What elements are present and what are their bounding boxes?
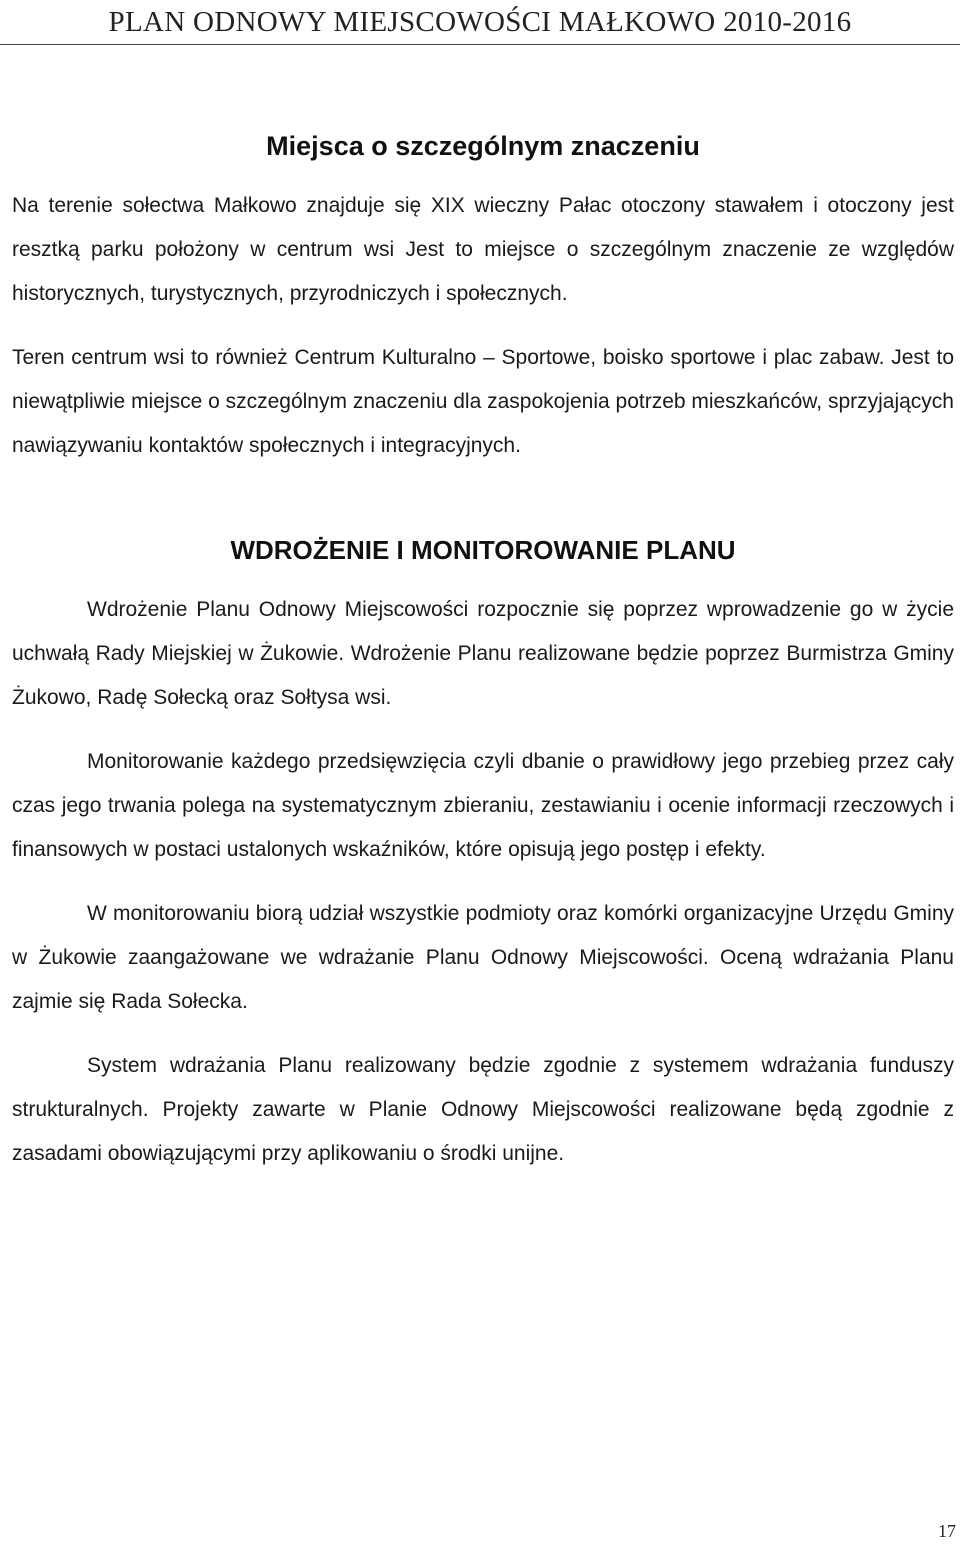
- spacer: [12, 316, 954, 336]
- section-title-implementation: WDROŻENIE I MONITOROWANIE PLANU: [230, 535, 736, 565]
- paragraph-monitoring: Monitorowanie każdego przedsięwzięcia czyli dbanie o prawidłowy jego przebieg przez cały czas jego trwania polega na systematycznym zbieraniu, zestawianiu i ocenie informacji rzeczowych i finansowych w postaci ustalonych wskaźników, które opisują jego postęp i efekty.: [12, 750, 954, 861]
- spacer: [12, 1024, 954, 1044]
- spacer: [12, 468, 954, 528]
- paragraph-system: System wdrażania Planu realizowany będzie zgodnie z systemem wdrażania funduszy strukturalnych. Projekty zawarte w Planie Odnowy Miejscowości realizowane będą zgodnie z zasadami obowiązującymi przy aplikowaniu o środki unijne.: [12, 1054, 954, 1165]
- paragraph-implementation: Wdrożenie Planu Odnowy Miejscowości rozpocznie się poprzez wprowadzenie go w życie uchwałą Rady Miejskiej w Żukowie. Wdrożenie Planu realizowane będzie poprzez Burmistrza Gminy Żukowo, Radę Sołecką oraz Sołtysa wsi.: [12, 598, 954, 709]
- spacer: [12, 872, 954, 892]
- section-title-special-places: Miejsca o szczególnym znaczeniu: [266, 131, 700, 161]
- document-body: [12, 124, 954, 1176]
- spacer: [12, 572, 954, 588]
- spacer: [12, 168, 954, 184]
- paragraph-centre: Teren centrum wsi to również Centrum Kulturalno – Sportowe, boisko sportowe i plac zabaw. Jest to niewątpliwie miejsce o szczególnym znaczeniu dla zaspokojenia potrzeb mieszkańców, sprzyjających nawiązywaniu kontaktów społecznych i integracyjnych.: [12, 346, 954, 457]
- paragraph-palace: Na terenie sołectwa Małkowo znajduje się XIX wieczny Pałac otoczony stawałem i otoczony jest resztką parku położony w centrum wsi Jest to miejsce o szczególnym znaczenie ze względów historycznych, turystycznych, przyrodniczych i społecznych.: [12, 194, 954, 305]
- page-number: 17: [938, 1521, 956, 1541]
- running-header: PLAN ODNOWY MIEJSCOWOŚCI MAŁKOWO 2010-2016: [108, 6, 852, 38]
- paragraph-participants: W monitorowaniu biorą udział wszystkie podmioty oraz komórki organizacyjne Urzędu Gminy w Żukowie zaangażowane we wdrażanie Planu Odnowy Miejscowości. Oceną wdrażania Planu zajmie się Rada Sołecka.: [12, 902, 954, 1013]
- header-rule: [0, 44, 960, 45]
- spacer: [12, 720, 954, 740]
